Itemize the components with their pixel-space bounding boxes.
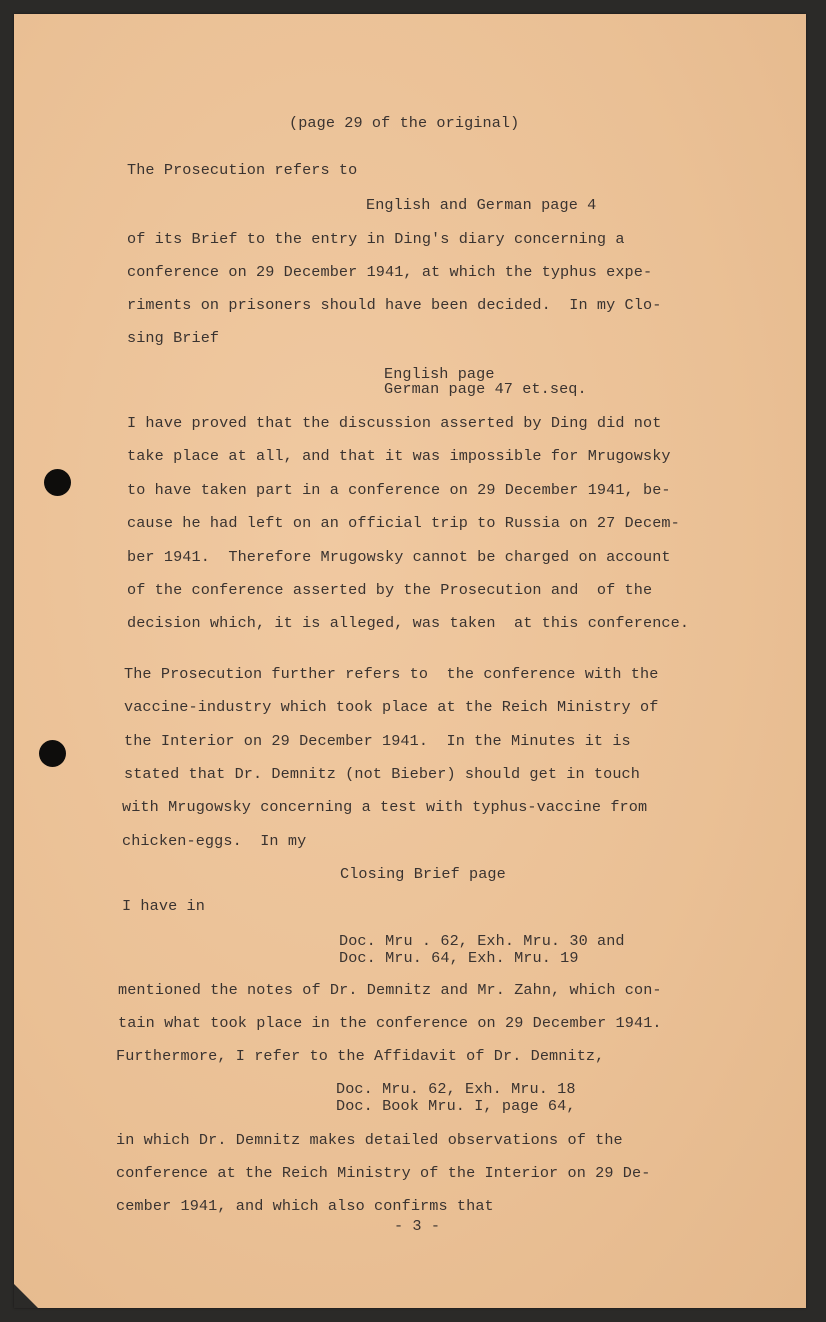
punch-hole <box>44 469 71 496</box>
reference-line: Doc. Book Mru. I, page 64, <box>336 1097 576 1115</box>
text-line: ber 1941. Therefore Mrugowsky cannot be charged on account <box>127 548 671 566</box>
reference-line: English and German page 4 <box>366 196 597 214</box>
text-line: in which Dr. Demnitz makes detailed observations of the <box>116 1131 623 1149</box>
reference-line: Doc. Mru. 64, Exh. Mru. 19 <box>339 949 579 967</box>
text-line: to have taken part in a conference on 29 December 1941, be- <box>127 481 671 499</box>
text-line: The Prosecution refers to <box>127 161 358 179</box>
reference-line: German page 47 et.seq. <box>384 380 587 398</box>
reference-line: English page <box>384 365 495 383</box>
text-line: with Mrugowsky concerning a test with typhus-vaccine from <box>122 798 648 816</box>
text-line: I have proved that the discussion asserted by Ding did not <box>127 414 662 432</box>
text-line: cember 1941, and which also confirms that <box>116 1197 494 1215</box>
page-number: - 3 - <box>394 1217 441 1235</box>
text-line: conference on 29 December 1941, at which the typhus expe- <box>127 263 653 281</box>
torn-corner <box>14 1284 38 1308</box>
text-line: chicken-eggs. In my <box>122 832 307 850</box>
reference-line: Doc. Mru . 62, Exh. Mru. 30 and <box>339 932 625 950</box>
text-line: The Prosecution further refers to the conference with the <box>124 665 659 683</box>
text-line: vaccine-industry which took place at the Reich Ministry of <box>124 698 659 716</box>
page-note: (page 29 of the original) <box>289 114 520 132</box>
text-line: take place at all, and that it was impossible for Mrugowsky <box>127 447 671 465</box>
text-line: mentioned the notes of Dr. Demnitz and Mr. Zahn, which con- <box>118 981 662 999</box>
text-line: Furthermore, I refer to the Affidavit of Dr. Demnitz, <box>116 1047 605 1065</box>
text-line: cause he had left on an official trip to Russia on 27 Decem- <box>127 514 680 532</box>
text-line: riments on prisoners should have been decided. In my Clo- <box>127 296 662 314</box>
text-line: the Interior on 29 December 1941. In the Minutes it is <box>124 732 631 750</box>
text-line: of the conference asserted by the Prosecution and of the <box>127 581 653 599</box>
text-line: of its Brief to the entry in Ding's diary concerning a <box>127 230 625 248</box>
text-line: decision which, it is alleged, was taken at this conference. <box>127 614 690 632</box>
text-line: conference at the Reich Ministry of the Interior on 29 De- <box>116 1164 651 1182</box>
reference-line: Doc. Mru. 62, Exh. Mru. 18 <box>336 1080 576 1098</box>
document-page <box>14 14 806 1308</box>
reference-line: Closing Brief page <box>340 865 506 883</box>
text-line: sing Brief <box>127 329 220 347</box>
text-line: tain what took place in the conference on 29 December 1941. <box>118 1014 662 1032</box>
text-line: I have in <box>122 897 205 915</box>
text-line: stated that Dr. Demnitz (not Bieber) should get in touch <box>124 765 640 783</box>
punch-hole <box>39 740 66 767</box>
